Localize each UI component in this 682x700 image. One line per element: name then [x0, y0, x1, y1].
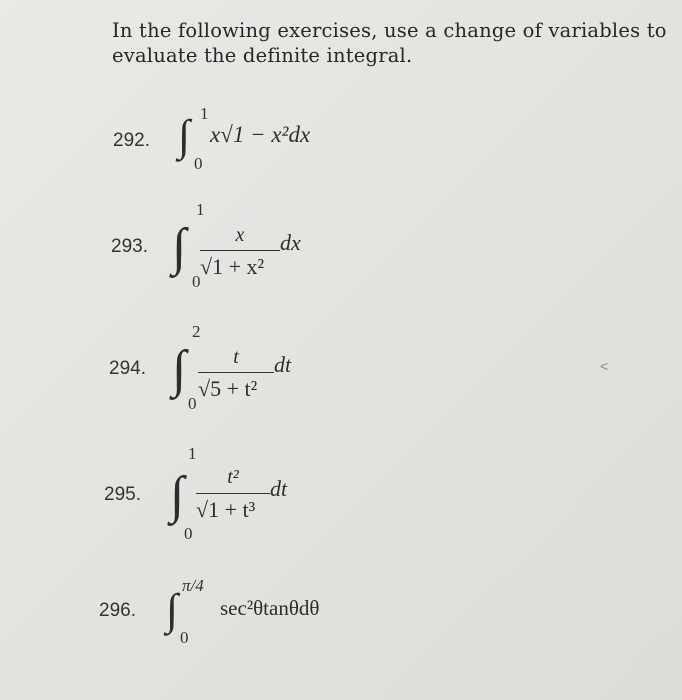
lower-limit: 0 [184, 524, 193, 543]
exercise-number: 294. [109, 358, 146, 379]
integral-sign: ∫ [178, 111, 191, 160]
fraction [196, 466, 270, 528]
integrand: x√1 − x²dx [210, 122, 311, 147]
numerator: x [235, 224, 245, 246]
exercise-number: 293. [111, 236, 148, 257]
exercise-number: 295. [104, 484, 141, 505]
upper-limit: 1 [196, 200, 205, 219]
integral-sign: ∫ [166, 585, 179, 634]
instructions-line-1: In the following exercises, use a change of variables to [112, 19, 667, 42]
integral-sign: ∫ [172, 219, 187, 276]
fraction-bar [200, 250, 280, 251]
lower-limit: 0 [188, 394, 197, 413]
fraction-bar [198, 372, 274, 373]
upper-limit: π/4 [182, 576, 204, 595]
numerator: t [233, 346, 239, 368]
differential: dt [270, 476, 288, 501]
fraction [198, 346, 274, 406]
instructions [112, 18, 672, 68]
integral-sign: ∫ [170, 467, 185, 524]
exercise-number: 292. [113, 130, 150, 151]
upper-limit: 2 [192, 322, 201, 341]
numerator: t² [227, 466, 239, 488]
denominator: √1 + x² [200, 254, 265, 279]
lower-limit: 0 [192, 272, 201, 291]
instructions-line-2: evaluate the definite integral. [112, 44, 413, 67]
fraction [200, 224, 280, 284]
upper-limit: 1 [200, 104, 209, 123]
denominator: √1 + t³ [196, 497, 256, 522]
differential: dx [280, 230, 301, 255]
denominator: √5 + t² [198, 376, 258, 401]
lower-limit: 0 [180, 628, 189, 647]
integrand: sec²θtanθdθ [220, 596, 320, 620]
lower-limit: 0 [194, 154, 203, 173]
differential: dt [274, 352, 292, 377]
integral-sign: ∫ [172, 341, 187, 398]
upper-limit: 1 [188, 444, 197, 463]
margin-mark: < [600, 358, 609, 374]
exercise-number: 296. [99, 600, 136, 621]
fraction-bar [196, 493, 270, 494]
